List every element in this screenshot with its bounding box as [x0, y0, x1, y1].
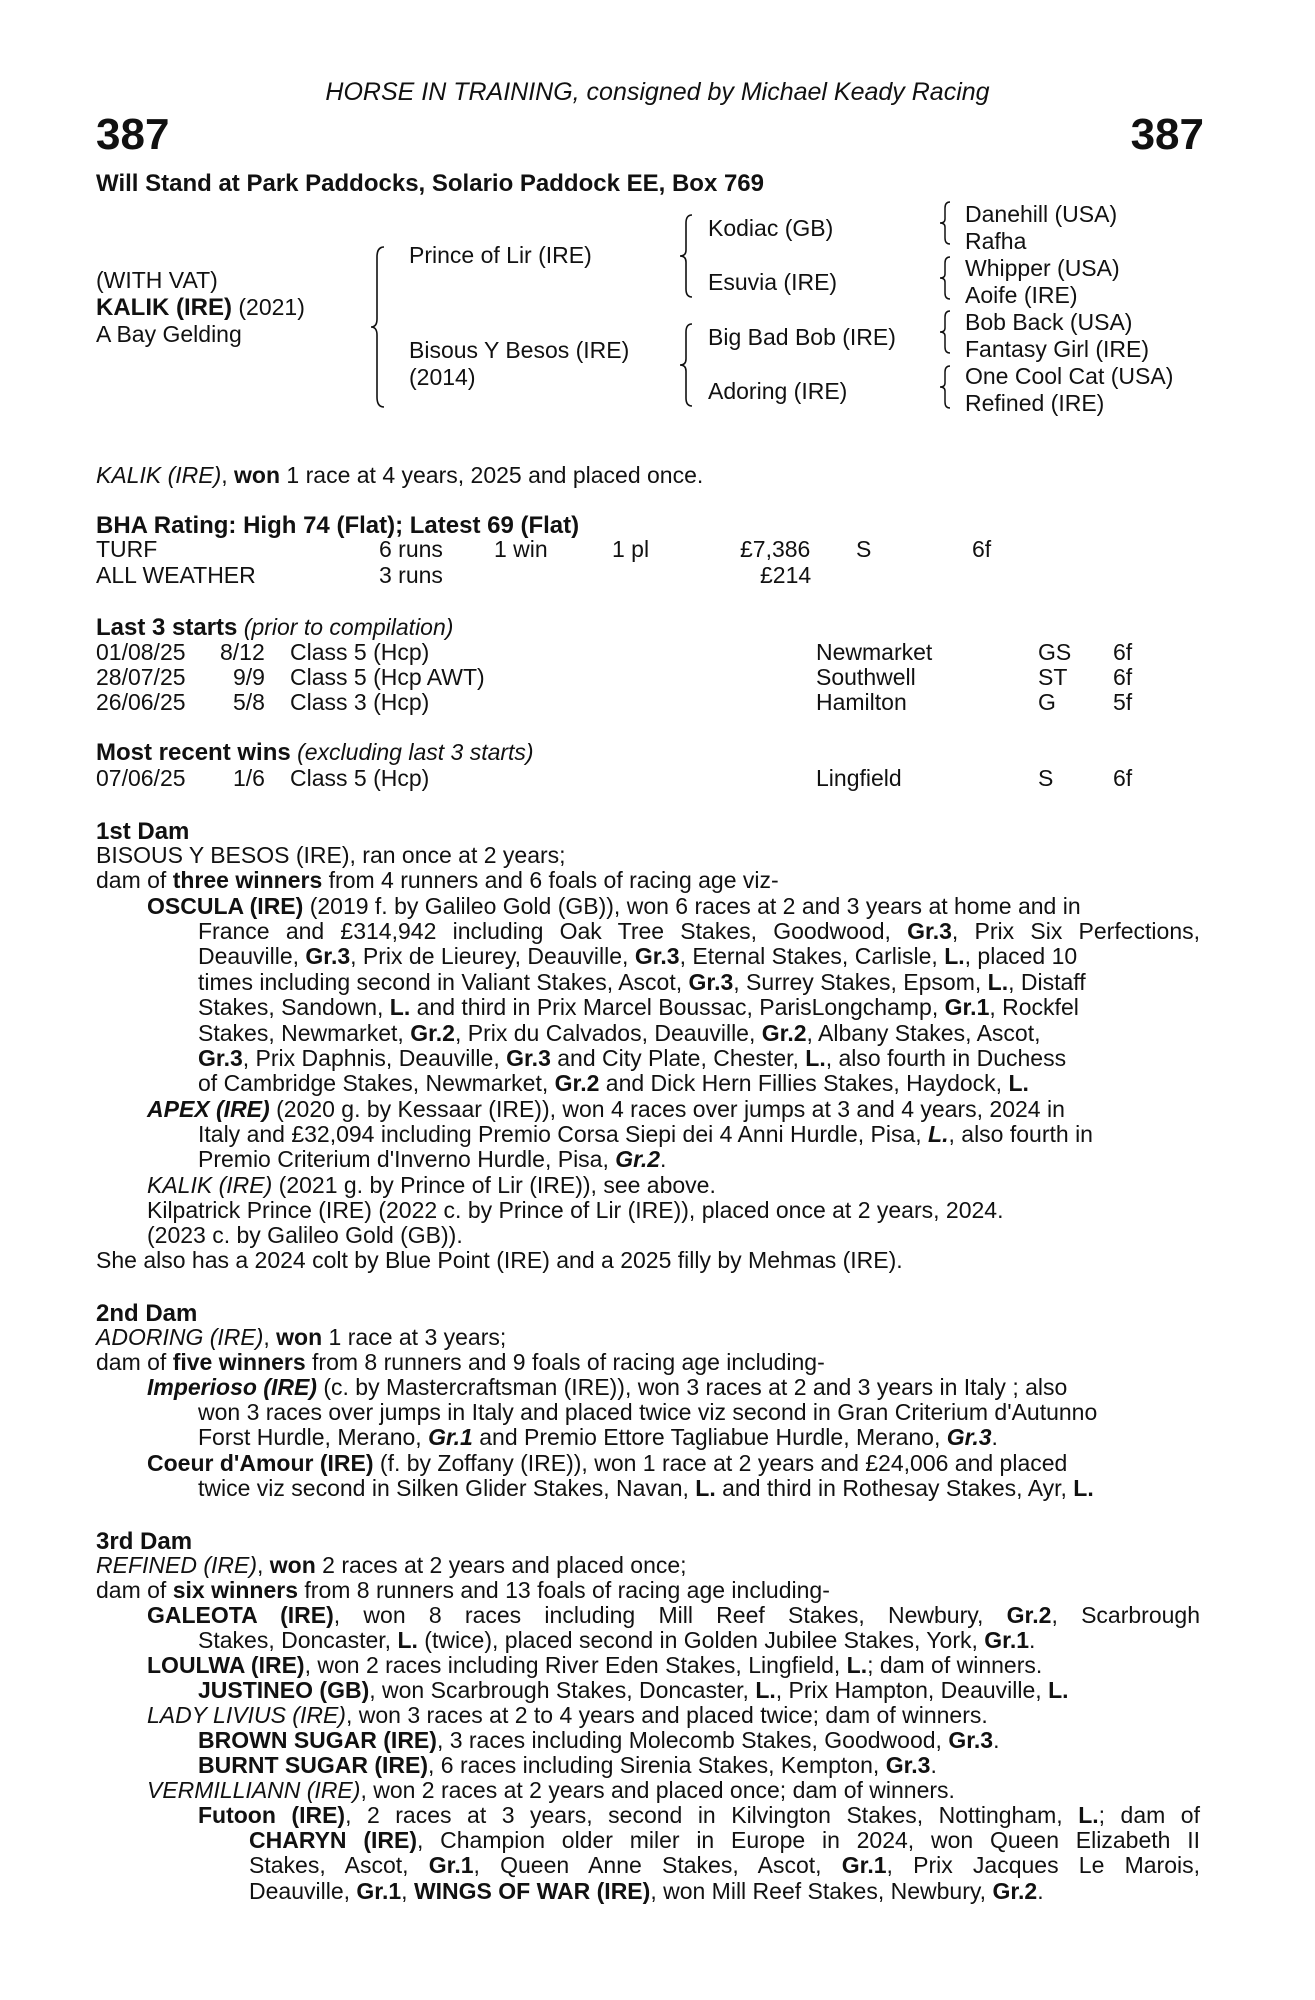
summary-won: won: [234, 462, 281, 488]
text: 1 race at 3 years;: [322, 1324, 507, 1350]
grade: Gr.2: [1006, 1602, 1052, 1628]
start-course: Newmarket: [816, 639, 933, 665]
text: , Champion older miler in Europe in 2024, won Queen Elizabeth II: [416, 1827, 1200, 1853]
text: 2 races at 2 years and placed once;: [315, 1552, 687, 1578]
grade: L.: [1073, 1475, 1094, 1501]
text: Deauville,: [249, 1877, 357, 1904]
imperioso-line-2: won 3 races over jumps in Italy and placed twice viz second in Gran Criterium d'Autunno: [198, 1399, 1098, 1425]
oscula-line-2: [198, 919, 1200, 944]
charyn-name: CHARYN (IRE): [249, 1827, 417, 1853]
rating-turf-distance: 6f: [972, 536, 992, 562]
text: , Albany Stakes, Ascot,: [806, 1019, 1041, 1046]
text: ; dam of: [1098, 1802, 1200, 1828]
pedigree-sire: Prince of Lir (IRE): [409, 242, 592, 268]
grade: L.: [944, 943, 965, 970]
futoon-entry: [198, 1803, 1200, 1828]
grade: L.: [397, 1627, 418, 1653]
stand-location: Will Stand at Park Paddocks, Solario Paddock EE, Box 769: [96, 170, 765, 197]
grade: L.: [1078, 1802, 1099, 1828]
text: , Prix du Calvados, Deauville,: [454, 1019, 762, 1046]
text: ,: [257, 1552, 270, 1578]
oscula-line-6: [198, 1021, 1200, 1046]
text: .: [993, 1727, 1000, 1753]
oscula-line-3: [198, 944, 1200, 969]
galeota-line-2: [198, 1628, 1200, 1653]
text: Stakes, Sandown,: [198, 994, 390, 1021]
grade: Gr.1: [428, 1424, 473, 1451]
rating-turf-going: S: [856, 536, 872, 562]
rating-aw-runs: 3 runs: [379, 562, 443, 588]
text: , Distaff: [1008, 968, 1086, 995]
summary-rest: 1 race at 4 years, 2025 and placed once.: [280, 462, 704, 488]
pedigree-dds: One Cool Cat (USA): [965, 363, 1174, 389]
first-dam-line: BISOUS Y BESOS (IRE), ran once at 2 years;: [96, 842, 566, 868]
bha-rating-heading: BHA Rating: High 74 (Flat); Latest 69 (Flat): [96, 512, 580, 539]
third-dam-line: [96, 1553, 687, 1578]
text: , also fourth in Duchess: [825, 1045, 1067, 1072]
text: , won 3 races at 2 to 4 years and placed twice; dam of winners.: [345, 1702, 988, 1728]
oscula-line-7: [198, 1046, 1200, 1071]
burnt-sugar-name: BURNT SUGAR (IRE): [198, 1752, 428, 1778]
grade: Gr.2: [761, 1019, 807, 1046]
text: , won 2 races at 2 years and placed once; dam of winners.: [360, 1777, 955, 1803]
galeota-line-1: [147, 1603, 1200, 1628]
start-going: GS: [1038, 639, 1072, 665]
third-dam-heading: 3rd Dam: [96, 1528, 193, 1555]
win-going: S: [1038, 765, 1054, 791]
grade: Gr.3: [198, 1045, 243, 1072]
text: .: [1037, 1877, 1044, 1904]
pedigree-brace-main: [368, 245, 388, 410]
grade: L.: [805, 1045, 826, 1072]
text: Forst Hurdle, Merano,: [198, 1424, 429, 1451]
grade: L.: [846, 1652, 868, 1678]
start-class: Class 5 (Hcp AWT): [290, 664, 485, 690]
start-position: 5/8: [233, 689, 265, 715]
last-starts-title: Last 3 starts: [96, 614, 238, 641]
start-going: G: [1038, 689, 1056, 715]
imperioso-line-3: [198, 1425, 1200, 1450]
dam-name: ADORING (IRE): [96, 1324, 264, 1350]
horse-name-line: [96, 295, 305, 320]
pedigree-brace-sire: [678, 213, 696, 299]
galeota-name: GALEOTA (IRE): [147, 1602, 334, 1628]
pedigree-dam-sire: Big Bad Bob (IRE): [708, 324, 896, 350]
vermilliann-entry: [147, 1778, 955, 1803]
foal-2023-line: (2023 c. by Galileo Gold (GB)).: [147, 1222, 463, 1248]
pedigree-dss: Bob Back (USA): [965, 309, 1133, 335]
text: , Prix de Lieurey, Deauville,: [350, 943, 635, 970]
page-header-title: HORSE IN TRAINING, consigned by Michael Keady Racing: [325, 78, 990, 106]
grade: Gr.1: [984, 1627, 1030, 1653]
also-has-line: She also has a 2024 colt by Blue Point (IRE) and a 2025 filly by Mehmas (IRE).: [96, 1247, 903, 1273]
pedigree-ssd: Rafha: [965, 228, 1027, 254]
win-course: Lingfield: [816, 765, 902, 791]
text: ,: [263, 1324, 277, 1350]
text: France and £314,942 including Oak Tree Stakes, Goodwood,: [198, 918, 908, 944]
charyn-line-3: [249, 1879, 1200, 1904]
text: ,: [401, 1877, 414, 1904]
first-dam-heading: 1st Dam: [96, 818, 190, 845]
summary-comma: ,: [221, 462, 235, 488]
galeota-entry: [147, 1603, 1200, 1628]
text: , won 2 races including River Eden Stakes, Lingfield,: [304, 1652, 847, 1678]
start-date: 28/07/25: [96, 664, 186, 690]
text: , placed 10: [964, 943, 1078, 970]
grade: L.: [389, 994, 411, 1021]
apex-line-2: [198, 1122, 1200, 1147]
start-class: Class 5 (Hcp): [290, 639, 430, 665]
text: dam of: [96, 1577, 173, 1603]
text: , Prix Daphnis, Deauville,: [242, 1045, 507, 1072]
start-distance: 6f: [1113, 639, 1133, 665]
kilpatrick-line: Kilpatrick Prince (IRE) (2022 c. by Prince of Lir (IRE)), placed once at 2 years, 2024.: [147, 1197, 1004, 1223]
text: , won Scarbrough Stakes, Doncaster,: [369, 1677, 756, 1703]
text: (2019 f. by Galileo Gold (GB)), won 6 races at 2 and 3 years at home and in: [303, 893, 1081, 919]
third-dam-produce-line: [96, 1578, 830, 1603]
grade: Gr.3: [688, 968, 734, 995]
pedigree-sire-dam: Esuvia (IRE): [708, 269, 838, 295]
text: .: [991, 1424, 998, 1451]
text: (2020 g. by Kessaar (IRE)), won 4 races over jumps at 3 and 4 years, 2024 in: [269, 1096, 1065, 1122]
text: and third in Prix Marcel Boussac, ParisLongchamp,: [410, 994, 945, 1021]
text: (c. by Mastercraftsman (IRE)), won 3 races at 2 and 3 years in Italy ; also: [316, 1374, 1068, 1400]
apex-entry: [147, 1097, 1200, 1122]
pedigree-dsd: Fantasy Girl (IRE): [965, 336, 1150, 362]
grade: Gr.3: [907, 918, 952, 944]
text: , won Mill Reef Stakes, Newbury,: [650, 1877, 993, 1904]
text: dam of: [96, 867, 173, 893]
pedigree-sire-sire: Kodiac (GB): [708, 215, 834, 241]
text: , 3 races including Molecomb Stakes, Goodwood,: [436, 1727, 949, 1753]
first-dam-produce-line: [96, 868, 779, 893]
vat-note: (WITH VAT): [96, 267, 218, 293]
brown-sugar-entry: [198, 1728, 999, 1753]
text: (f. by Zoffany (IRE)), won 1 race at 2 years and £24,006 and placed: [373, 1450, 1068, 1476]
brown-sugar-name: BROWN SUGAR (IRE): [198, 1727, 437, 1753]
second-dam-produce-line: [96, 1350, 825, 1375]
text: , Scarbrough: [1051, 1602, 1200, 1628]
grade: L.: [928, 1121, 949, 1147]
text: Stakes, Doncaster,: [198, 1627, 398, 1653]
lot-number-right: 387: [1130, 110, 1204, 159]
rating-turf-wins: 1 win: [494, 536, 548, 562]
rating-turf-money: £7,386: [740, 536, 811, 562]
horse-description: A Bay Gelding: [96, 321, 242, 347]
pedigree-ddd: Refined (IRE): [965, 390, 1105, 416]
text: Premio Criterium d'Inverno Hurdle, Pisa,: [198, 1146, 616, 1173]
grade: Gr.1: [944, 994, 990, 1021]
text: , won 8 races including Mill Reef Stakes, Newbury,: [333, 1602, 1007, 1628]
text: , 2 races at 3 years, second in Kilvington Stakes, Nottingham,: [345, 1802, 1079, 1828]
imperioso-continuation: [198, 1400, 1200, 1451]
kalik-produce-line: [147, 1173, 716, 1198]
grade: Gr.3: [506, 1045, 551, 1072]
text: , Eternal Stakes, Carlisle,: [679, 943, 945, 970]
charyn-line-1: [249, 1828, 1200, 1853]
imperioso-name: Imperioso (IRE): [147, 1374, 317, 1400]
lady-livius-entry: [147, 1703, 988, 1728]
loulwa-entry: [147, 1653, 1042, 1678]
text: and Dick Hern Fillies Stakes, Haydock,: [599, 1070, 1009, 1097]
pedigree-brace-dd: [938, 364, 954, 410]
coeur-name: Coeur d'Amour (IRE): [147, 1450, 374, 1476]
rating-turf-runs: 6 runs: [379, 536, 443, 562]
grade: Gr.1: [841, 1852, 887, 1879]
grade: L.: [695, 1475, 716, 1501]
text: Stakes, Ascot,: [249, 1852, 429, 1879]
oscula-entry: [147, 894, 1200, 919]
pedigree-dam-dam: Adoring (IRE): [708, 378, 848, 404]
last-starts-heading: [96, 615, 453, 640]
start-going: ST: [1038, 664, 1068, 690]
text: dam of: [96, 1349, 173, 1375]
won: won: [276, 1324, 323, 1350]
charyn-line-2: [249, 1853, 1200, 1878]
win-position: 1/6: [233, 765, 265, 791]
text: .: [930, 1752, 937, 1778]
pedigree-brace-ss: [938, 200, 954, 246]
burnt-sugar-entry: [198, 1753, 937, 1778]
pedigree-brace-ds: [938, 309, 954, 355]
wings-of-war-name: WINGS OF WAR (IRE): [413, 1877, 651, 1904]
text: times including second in Valiant Stakes, Ascot,: [198, 968, 689, 995]
recent-wins-note: (excluding last 3 starts): [290, 739, 534, 765]
start-course: Southwell: [816, 664, 916, 690]
winners-count: five winners: [172, 1349, 306, 1375]
grade: Gr.1: [356, 1877, 402, 1904]
second-dam-heading: 2nd Dam: [96, 1300, 198, 1327]
win-class: Class 5 (Hcp): [290, 765, 430, 791]
justineo-name: JUSTINEO (GB): [198, 1677, 370, 1703]
start-position: 8/12: [220, 639, 265, 665]
grade: Gr.2: [992, 1877, 1038, 1904]
apex-name: APEX (IRE): [147, 1096, 270, 1122]
summary-name: KALIK (IRE): [96, 462, 222, 488]
text: (twice), placed second in Golden Jubilee Stakes, York,: [417, 1627, 985, 1653]
start-date: 01/08/25: [96, 639, 186, 665]
justineo-entry: [198, 1678, 1069, 1703]
horse-year: (2021): [231, 294, 305, 320]
text: , Queen Anne Stakes, Ascot,: [473, 1852, 842, 1879]
pedigree-brace-sd: [938, 255, 954, 301]
grade: Gr.1: [428, 1852, 474, 1879]
text: twice viz second in Silken Glider Stakes, Navan,: [198, 1475, 696, 1501]
recent-wins-title: Most recent wins: [96, 739, 291, 766]
grade: Gr.2: [554, 1070, 600, 1097]
rating-aw-money: £214: [760, 562, 812, 588]
grade: Gr.2: [410, 1019, 455, 1046]
pedigree-sdd: Aoife (IRE): [965, 282, 1078, 308]
text: , Prix Hampton, Deauville,: [775, 1677, 1049, 1703]
text: and City Plate, Chester,: [550, 1045, 806, 1072]
race-summary: [96, 463, 703, 488]
pedigree-sds: Whipper (USA): [965, 255, 1120, 281]
coeur-line-2: [198, 1476, 1200, 1501]
second-dam-line: [96, 1325, 506, 1350]
start-distance: 6f: [1113, 664, 1133, 690]
win-date: 07/06/25: [96, 765, 186, 791]
start-distance: 5f: [1113, 689, 1133, 715]
lot-number-left: 387: [96, 110, 170, 159]
grade: Gr.3: [885, 1752, 931, 1778]
text: from 8 runners and 9 foals of racing age including-: [305, 1349, 825, 1375]
start-class: Class 3 (Hcp): [290, 689, 430, 715]
text: , Prix Jacques Le Marois,: [886, 1852, 1200, 1879]
grade: L.: [1008, 1070, 1029, 1097]
galeota-continuation: [198, 1628, 1200, 1653]
winners-count: three winners: [172, 867, 323, 893]
text: , Prix Six Perfections,: [951, 918, 1200, 944]
text: and Premio Ettore Tagliabue Hurdle, Merano,: [472, 1424, 947, 1451]
pedigree-sss: Danehill (USA): [965, 201, 1118, 227]
start-date: 26/06/25: [96, 689, 186, 715]
text: from 4 runners and 6 foals of racing age viz-: [322, 867, 779, 893]
oscula-continuation: [198, 919, 1200, 1097]
apex-continuation: [198, 1122, 1200, 1173]
pedigree-dam: Bisous Y Besos (IRE): [409, 337, 630, 363]
dam-name: REFINED (IRE): [96, 1552, 257, 1578]
grade: Gr.3: [305, 943, 351, 970]
text: ; dam of winners.: [867, 1652, 1043, 1678]
grade: Gr.3: [946, 1424, 992, 1451]
text: (2021 g. by Prince of Lir (IRE)), see above.: [272, 1172, 716, 1198]
kalik-name: KALIK (IRE): [147, 1172, 273, 1198]
winners-count: six winners: [172, 1577, 298, 1603]
text: .: [660, 1146, 667, 1173]
coeur-continuation: [198, 1476, 1200, 1501]
grade: Gr.2: [615, 1146, 661, 1173]
pedigree-brace-dam: [678, 322, 696, 408]
recent-wins-heading: [96, 740, 534, 765]
start-course: Hamilton: [816, 689, 907, 715]
grade: Gr.3: [634, 943, 680, 970]
grade: Gr.3: [948, 1727, 994, 1753]
grade: L.: [1048, 1677, 1069, 1703]
text: from 8 runners and 13 foals of racing age including-: [298, 1577, 830, 1603]
pedigree-dam-year: (2014): [409, 364, 476, 390]
rating-turf-label: TURF: [96, 536, 158, 562]
grade: L.: [755, 1677, 776, 1703]
last-starts-note: (prior to compilation): [237, 614, 454, 640]
futoon-line: [198, 1803, 1200, 1828]
grade: L.: [987, 968, 1009, 995]
coeur-entry: [147, 1451, 1200, 1476]
oscula-line-5: [198, 995, 1200, 1020]
text: , Surrey Stakes, Epsom,: [733, 968, 988, 995]
won: won: [269, 1552, 316, 1578]
text: of Cambridge Stakes, Newmarket,: [198, 1070, 555, 1097]
vermilliann-name: VERMILLIANN (IRE): [147, 1777, 361, 1803]
text: , also fourth in: [948, 1121, 1093, 1147]
text: Deauville,: [198, 943, 306, 970]
rating-aw-label: ALL WEATHER: [96, 562, 256, 588]
text: Italy and £32,094 including Premio Corsa Siepi dei 4 Anni Hurdle, Pisa,: [198, 1121, 929, 1147]
text: , Rockfel: [989, 994, 1079, 1021]
imperioso-entry: [147, 1375, 1200, 1400]
oscula-name: OSCULA (IRE): [147, 893, 304, 919]
win-distance: 6f: [1113, 765, 1133, 791]
charyn-entry: [249, 1828, 1200, 1904]
rating-turf-placed: 1 pl: [612, 536, 650, 562]
loulwa-name: LOULWA (IRE): [147, 1652, 305, 1678]
lady-livius-name: LADY LIVIUS (IRE): [147, 1702, 346, 1728]
oscula-line-4: [198, 970, 1200, 995]
text: and third in Rothesay Stakes, Ayr,: [715, 1475, 1074, 1501]
oscula-line-8: [198, 1071, 1200, 1096]
text: Stakes, Newmarket,: [198, 1019, 411, 1046]
text: , 6 races including Sirenia Stakes, Kempton,: [428, 1752, 886, 1778]
start-position: 9/9: [233, 664, 265, 690]
apex-line-1: [147, 1097, 1200, 1122]
futoon-name: Futoon (IRE): [198, 1802, 346, 1828]
oscula-line-1: [147, 894, 1200, 919]
imperioso-line-1: [147, 1375, 1200, 1400]
horse-name: KALIK (IRE): [96, 294, 232, 321]
apex-line-3: [198, 1147, 1200, 1172]
coeur-line-1: [147, 1451, 1200, 1476]
text: .: [1029, 1627, 1036, 1653]
